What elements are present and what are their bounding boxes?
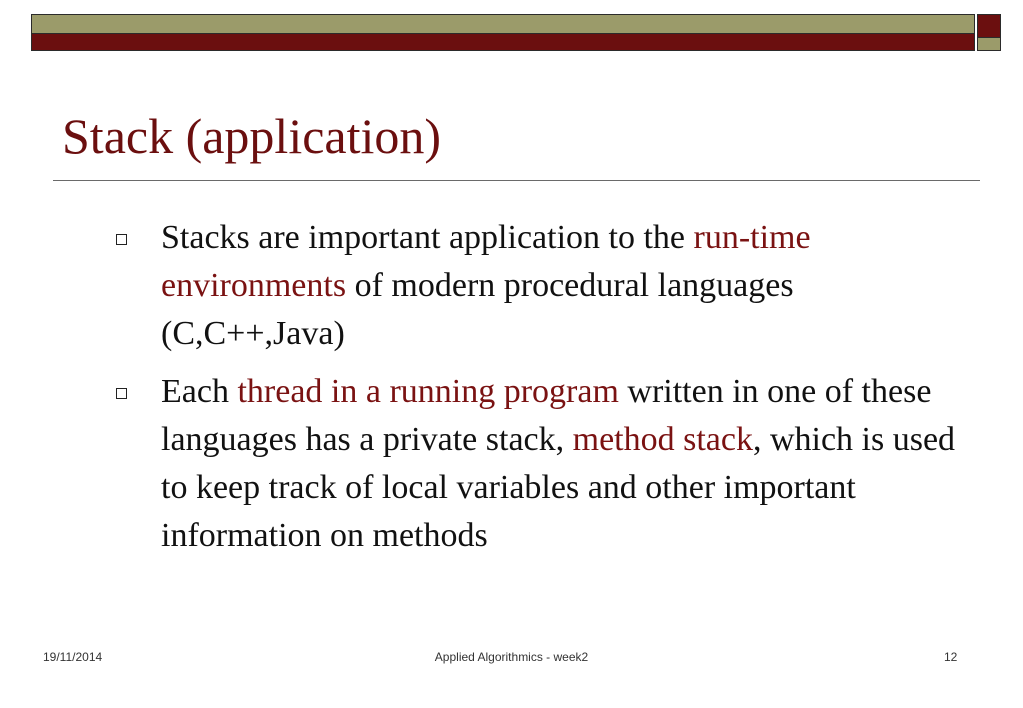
bullet-segment: written in one of these languages has a private stack, (161, 373, 932, 458)
footer-date: 19/11/2014 (43, 650, 103, 664)
bullet-list (116, 214, 966, 570)
bullet-text (161, 368, 966, 560)
bullet-item-2 (116, 368, 966, 560)
header-band-olive (31, 14, 975, 34)
bullet-segment: , which is used to keep track of local variables and other important information on methods (161, 421, 956, 554)
hollow-square-bullet-icon (116, 388, 127, 399)
header-square-olive (977, 38, 1001, 51)
bullet-highlight: thread in a running program (237, 373, 619, 410)
title-divider (53, 180, 980, 181)
bullet-text (161, 214, 966, 358)
footer-page-number: 12 (944, 650, 958, 664)
bullet-segment: Each (161, 373, 238, 410)
footer-course-title: Applied Algorithmics - week2 (434, 650, 589, 664)
header-band-maroon (31, 34, 975, 51)
bullet-item-1 (116, 214, 966, 358)
bullet-highlight: run-time environments (161, 219, 811, 304)
header-square-maroon (977, 14, 1001, 38)
slide-title: Stack (application) (62, 108, 442, 164)
bullet-highlight: method stack (572, 421, 753, 458)
hollow-square-bullet-icon (116, 234, 127, 245)
bullet-segment: of modern procedural languages (C,C++,Java) (161, 267, 794, 352)
bullet-segment: Stacks are important application to the (161, 219, 694, 256)
